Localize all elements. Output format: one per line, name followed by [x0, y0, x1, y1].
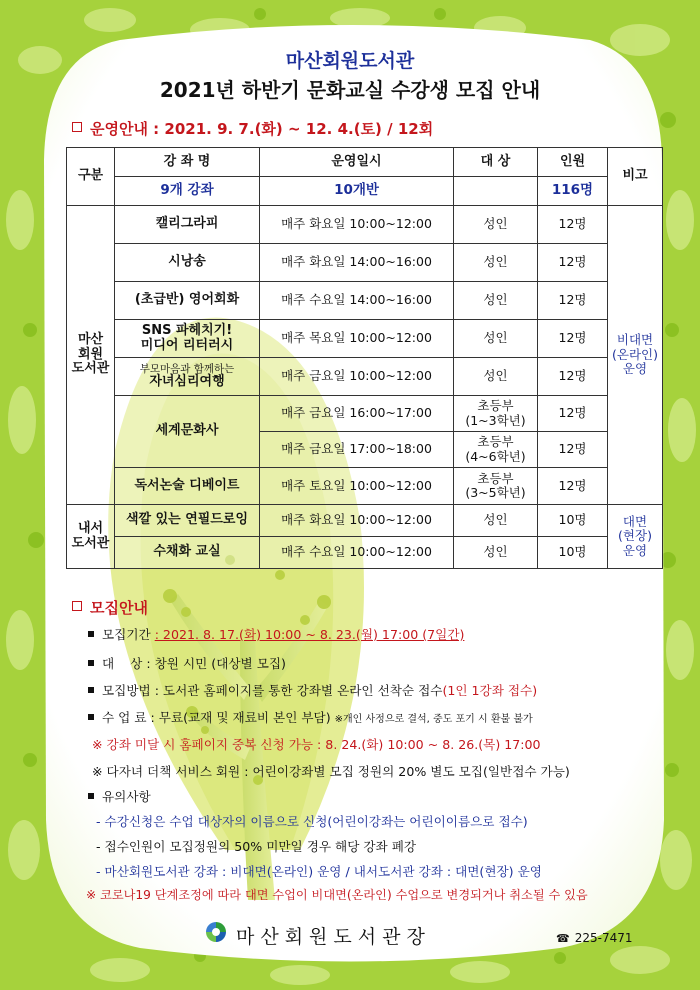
- notes-title-row: [88, 786, 151, 805]
- note-item: - 접수인원이 모집정원의 50% 미만일 경우 해당 강좌 폐강: [96, 839, 417, 854]
- course-target: 성인: [454, 206, 538, 244]
- course-capacity: 10명: [538, 505, 608, 537]
- course-target: 성인: [454, 244, 538, 282]
- bullet-icon: [88, 714, 94, 720]
- operation-label: 운영안내 : 2021. 9. 7.(화) ~ 12. 4.(토) / 12회: [90, 120, 434, 138]
- course-schedule: 매주 금요일 16:00~17:00: [260, 396, 454, 432]
- footer-org-name: 마산회원도서관장: [236, 926, 431, 948]
- course-schedule: 매주 토요일 10:00~12:00: [260, 468, 454, 505]
- recruit-method: [88, 680, 537, 699]
- course-name: 세계문화사: [115, 396, 260, 468]
- bullet-icon: [88, 793, 94, 799]
- recruit-label: 모집안내: [90, 599, 148, 617]
- course-name-text: SNS 파헤치기! 미디어 리터러시: [140, 322, 234, 353]
- bullet-icon: [88, 660, 94, 666]
- footer-phone-number: 225-7471: [574, 931, 633, 945]
- header-note: 비고: [608, 148, 663, 206]
- method-emphasis: (1인 1강좌 접수): [442, 683, 538, 698]
- header-category: 구분: [67, 148, 115, 206]
- course-name: (초급반) 영어회화: [115, 282, 260, 320]
- course-capacity: 12명: [538, 320, 608, 358]
- recruit-fee: [88, 707, 533, 726]
- course-target-text: 초등부 (4~6학년): [465, 434, 526, 464]
- note-online-label: 비대면 (온라인) 운영: [612, 332, 658, 377]
- period-key: 모집기간: [102, 627, 151, 642]
- course-schedule: 매주 금요일 10:00~12:00: [260, 358, 454, 396]
- table-row: [67, 537, 663, 569]
- recruit-target: [88, 653, 286, 672]
- course-name-text: 자녀심리여행: [149, 374, 225, 390]
- course-schedule: 매주 화요일 14:00~16:00: [260, 244, 454, 282]
- group-naeseo-label: 내서 도서관: [71, 520, 110, 551]
- bullet-icon: [88, 687, 94, 693]
- multichild-note: ※ 다자녀 더책 서비스 회원 : 어린이강좌별 모집 정원의 20% 별도 모집(일반접수 가능): [92, 764, 570, 779]
- note-item: - 수강신청은 수업 대상자의 이름으로 신청(어린이강좌는 어린이이름으로 접수): [96, 814, 528, 829]
- course-name: 수채화 교실: [115, 537, 260, 569]
- course-capacity: 12명: [538, 396, 608, 432]
- footer-phone: [556, 931, 632, 945]
- course-schedule: 매주 화요일 10:00~12:00: [260, 206, 454, 244]
- group-masan-label: 마산 회원 도서관: [71, 331, 110, 377]
- duplicate-warning: ※ 강좌 미달 시 홈페이지 중복 신청 가능 : 8. 24.(화) 10:00 ~ 8. 26.(목) 17:00: [92, 737, 541, 752]
- course-target: 성인: [454, 537, 538, 569]
- course-name: 캘리그라피: [115, 206, 260, 244]
- header-target: 대 상: [454, 148, 538, 177]
- method-key: 모집방법: [102, 683, 151, 698]
- page-title: 2021년 하반기 문화교실 수강생 모집 안내: [159, 78, 541, 102]
- table-row: [67, 396, 663, 432]
- summary-target-empty: [454, 177, 538, 206]
- table-header-row: [67, 148, 663, 177]
- library-title: 마산회원도서관: [285, 50, 415, 72]
- course-capacity: 12명: [538, 282, 608, 320]
- telephone-icon: ☎: [556, 932, 570, 945]
- course-target: 성인: [454, 505, 538, 537]
- course-name: 독서논술 디베이트: [115, 468, 260, 505]
- summary-row: [67, 177, 663, 206]
- summary-classes: 10개반: [260, 177, 454, 206]
- recruit-heading: [72, 597, 148, 618]
- course-schedule: 매주 화요일 10:00~12:00: [260, 505, 454, 537]
- schedule-table: [66, 147, 663, 569]
- header-capacity: 인원: [538, 148, 608, 177]
- course-schedule: 매주 목요일 10:00~12:00: [260, 320, 454, 358]
- summary-courses: 9개 강좌: [115, 177, 260, 206]
- header-course: 강 좌 명: [115, 148, 260, 177]
- recruit-period: [88, 624, 464, 643]
- table-row: [67, 505, 663, 537]
- notes-title: 유의사항: [102, 789, 151, 804]
- table-row: [67, 244, 663, 282]
- group-masan: [67, 206, 115, 505]
- summary-people: 116명: [538, 177, 608, 206]
- course-capacity: 12명: [538, 358, 608, 396]
- header-schedule: 운영일시: [260, 148, 454, 177]
- course-schedule: 매주 수요일 14:00~16:00: [260, 282, 454, 320]
- course-name: 시낭송: [115, 244, 260, 282]
- fee-note: ※개인 사정으로 결석, 중도 포기 시 환불 불가: [334, 714, 533, 725]
- course-target: [454, 468, 538, 505]
- course-target: 성인: [454, 320, 538, 358]
- course-subtitle: 부모마음과 함께하는: [139, 363, 235, 375]
- table-row: [67, 282, 663, 320]
- covid-note: ※ 코로나19 단계조정에 따라 대면 수업이 비대면(온라인) 수업으로 변경되거나 취소될 수 있음: [86, 888, 588, 902]
- square-bullet-icon: [72, 601, 82, 611]
- method-value: : 도서관 홈페이지를 통한 강좌별 온라인 선착순 접수: [154, 683, 443, 698]
- operation-heading: [72, 118, 433, 139]
- course-name: [115, 358, 260, 396]
- course-name: [115, 320, 260, 358]
- library-logo-icon: [203, 919, 229, 945]
- note-item: - 마산회원도서관 강좌 : 비대면(온라인) 운영 / 내서도서관 강좌 : 대면(현장) 운영: [96, 864, 542, 879]
- course-capacity: 12명: [538, 206, 608, 244]
- course-capacity: 10명: [538, 537, 608, 569]
- course-name: 색깔 있는 연필드로잉: [115, 505, 260, 537]
- fee-key: 수 업 료: [102, 710, 147, 725]
- fee-value: : 무료(교재 및 재료비 본인 부담): [150, 710, 331, 725]
- course-target: 성인: [454, 358, 538, 396]
- course-capacity: 12명: [538, 244, 608, 282]
- target-value: : 창원 시민 (대상별 모집): [146, 656, 286, 671]
- table-row: [67, 468, 663, 505]
- course-target: [454, 396, 538, 432]
- course-capacity: 12명: [538, 432, 608, 468]
- course-target-text: 초등부 (3~5학년): [465, 470, 526, 500]
- course-schedule: 매주 수요일 10:00~12:00: [260, 537, 454, 569]
- note-offline-label: 대면 (현장) 운영: [618, 513, 652, 558]
- period-value: : 2021. 8. 17.(화) 10:00 ~ 8. 23.(월) 17:00 (7일간): [154, 627, 465, 642]
- table-row: [67, 358, 663, 396]
- course-schedule: 매주 금요일 17:00~18:00: [260, 432, 454, 468]
- note-online: [608, 206, 663, 505]
- course-capacity: 12명: [538, 468, 608, 505]
- group-naeseo: [67, 505, 115, 569]
- bullet-icon: [88, 631, 94, 637]
- course-target: [454, 432, 538, 468]
- course-target: 성인: [454, 282, 538, 320]
- course-target-text: 초등부 (1~3학년): [465, 398, 526, 428]
- table-row: [67, 206, 663, 244]
- table-row: [67, 320, 663, 358]
- target-key: 대 상: [102, 656, 143, 671]
- note-offline: [608, 505, 663, 569]
- square-bullet-icon: [72, 122, 82, 132]
